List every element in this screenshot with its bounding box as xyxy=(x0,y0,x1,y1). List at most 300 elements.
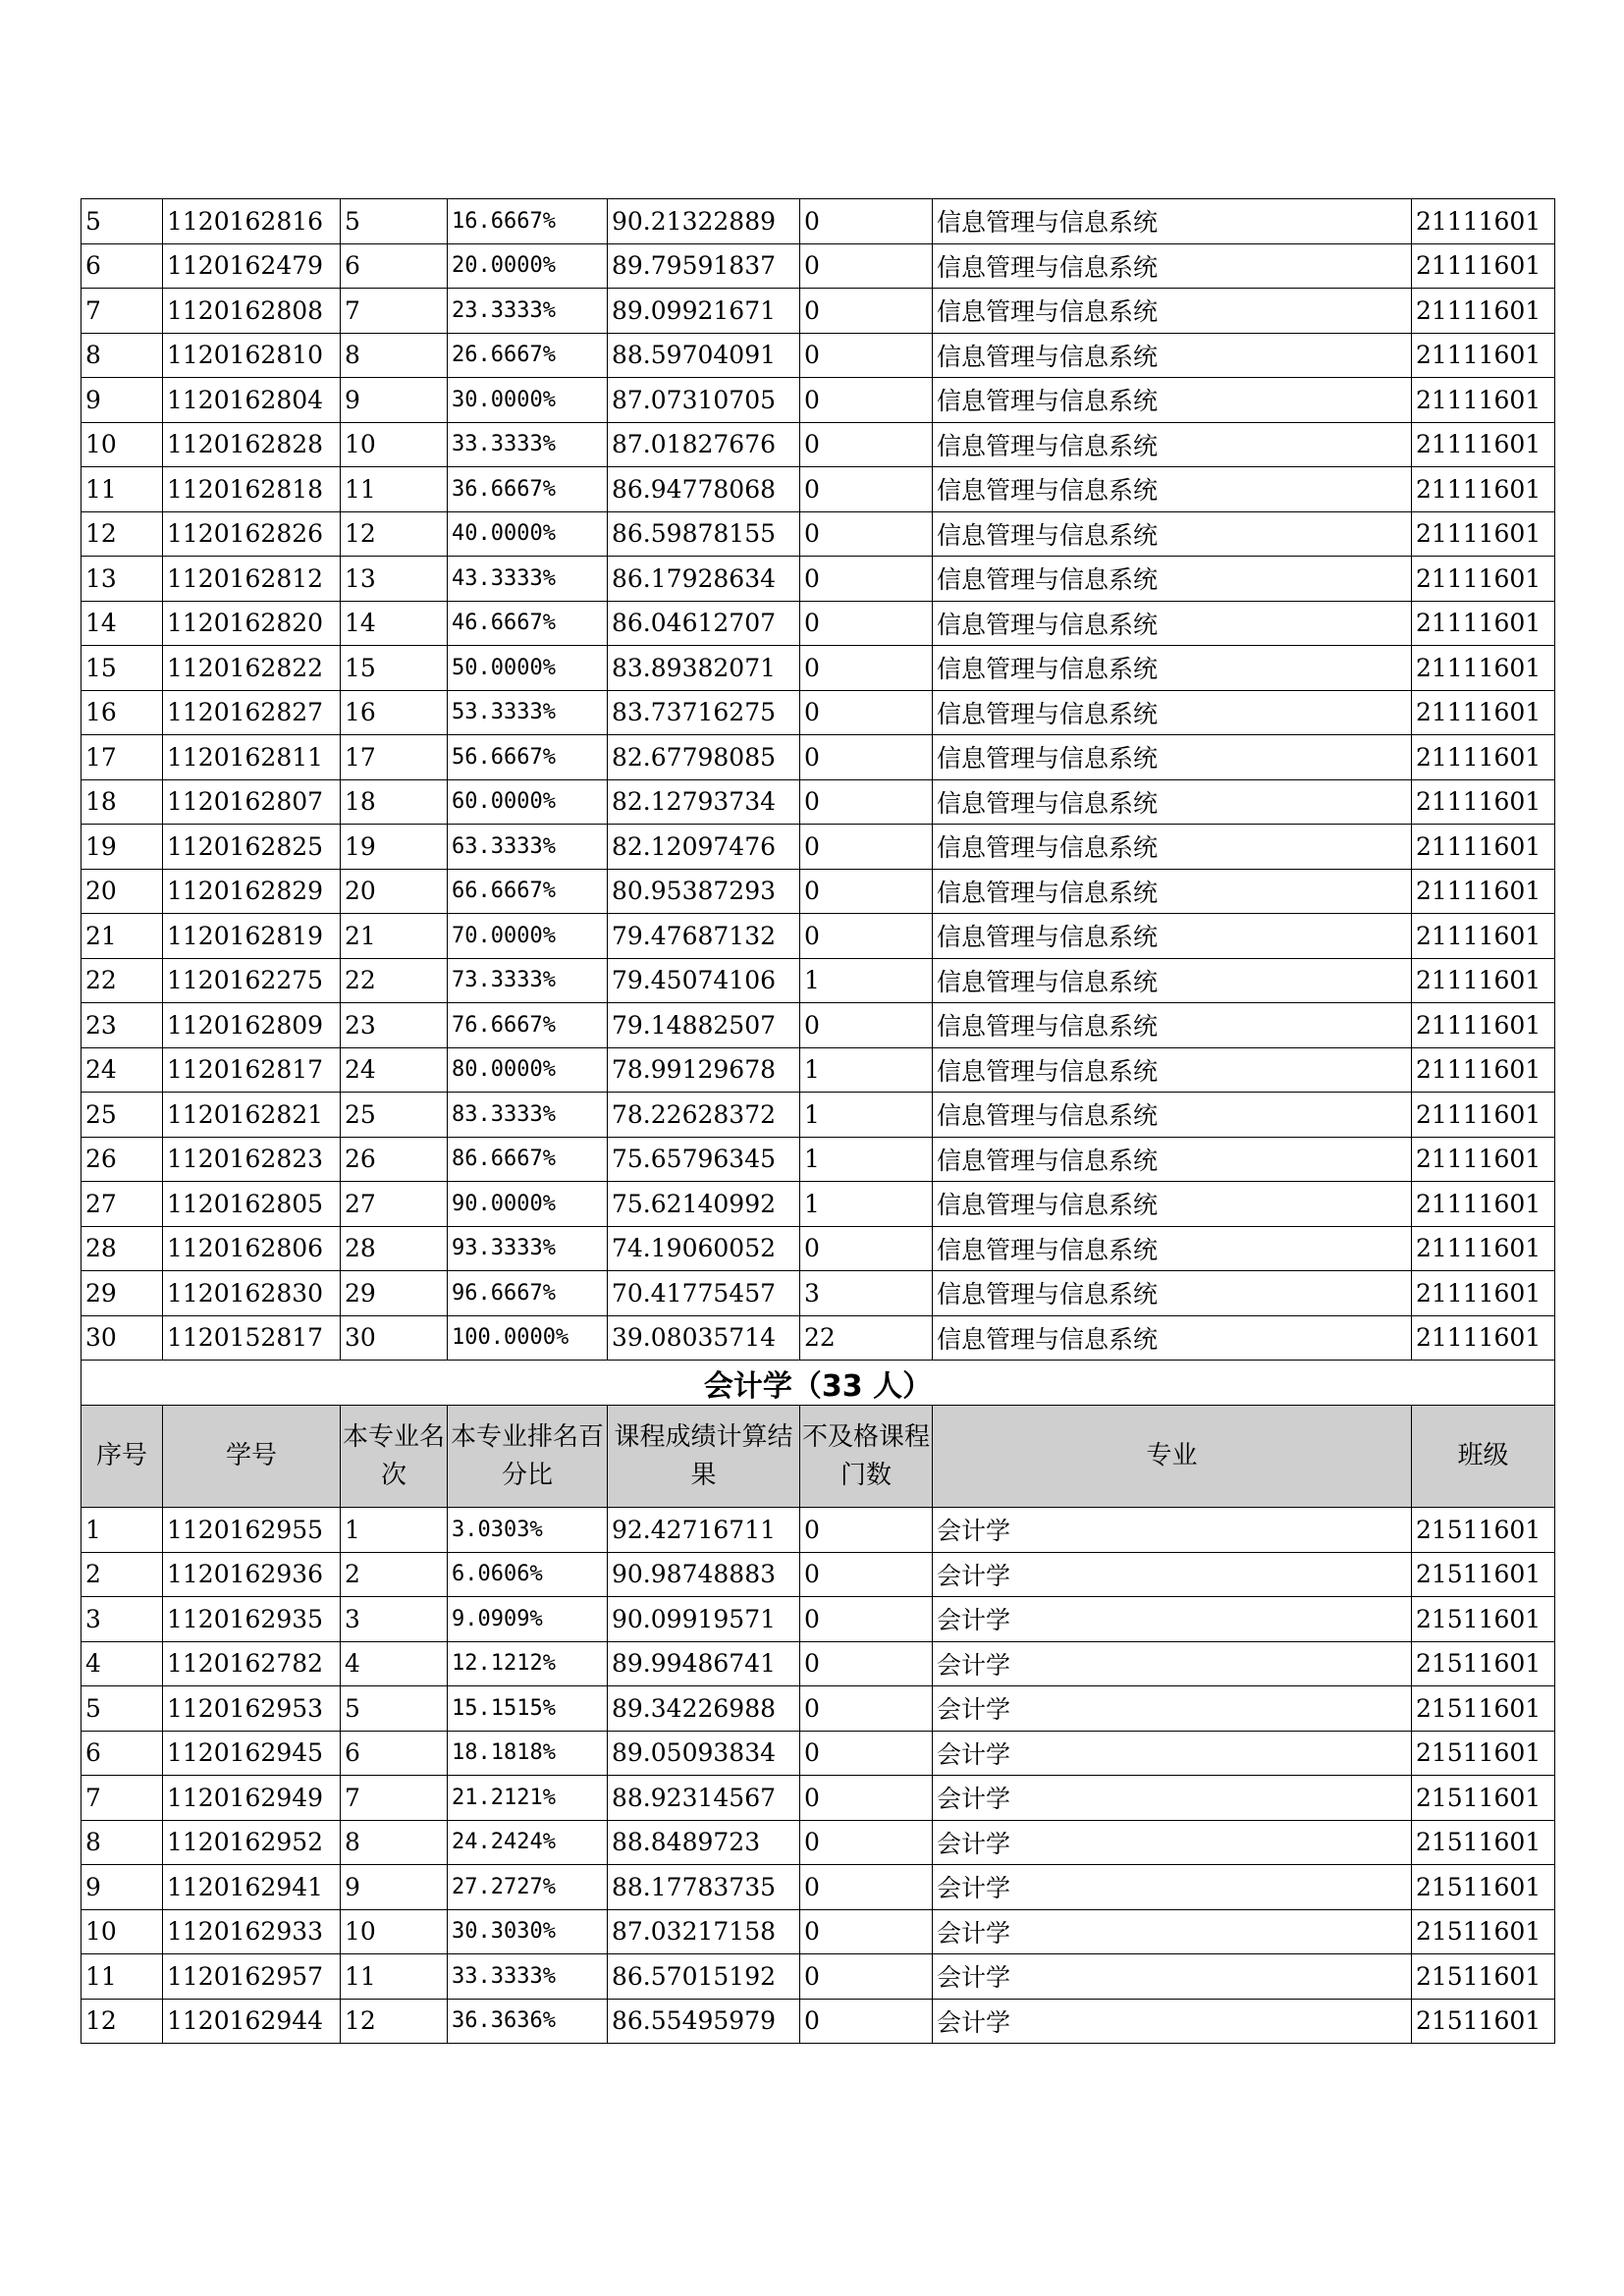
cell-major: 会计学 xyxy=(933,1909,1412,1954)
cell-student-id: 1120162953 xyxy=(163,1686,341,1732)
cell-score: 86.04612707 xyxy=(608,601,800,646)
cell-failed-count: 1 xyxy=(800,1093,933,1138)
cell-student-id: 1120162957 xyxy=(163,1954,341,2000)
cell-index: 7 xyxy=(81,1776,163,1821)
cell-class: 21111601 xyxy=(1412,1315,1555,1361)
cell-major: 会计学 xyxy=(933,1552,1412,1597)
cell-index: 2 xyxy=(81,1552,163,1597)
cell-class: 21511601 xyxy=(1412,1641,1555,1686)
cell-student-id: 1120162829 xyxy=(163,869,341,914)
cell-index: 11 xyxy=(81,1954,163,2000)
cell-student-id: 1120162820 xyxy=(163,601,341,646)
section-1-rows xyxy=(81,199,1555,1361)
cell-rank-percent: 86.6667% xyxy=(448,1137,608,1182)
cell-index: 8 xyxy=(81,1820,163,1865)
cell-rank: 10 xyxy=(341,1909,448,1954)
cell-index: 11 xyxy=(81,467,163,512)
cell-score: 83.89382071 xyxy=(608,646,800,691)
cell-failed-count: 1 xyxy=(800,1182,933,1227)
cell-class: 21511601 xyxy=(1412,1865,1555,1910)
section-2-heading xyxy=(81,1361,1555,1508)
cell-class: 21111601 xyxy=(1412,1182,1555,1227)
cell-failed-count: 0 xyxy=(800,557,933,602)
table-row xyxy=(81,735,1555,780)
cell-failed-count: 0 xyxy=(800,289,933,334)
cell-index: 12 xyxy=(81,1999,163,2044)
cell-failed-count: 1 xyxy=(800,958,933,1003)
cell-student-id: 1120162809 xyxy=(163,1003,341,1048)
cell-failed-count: 0 xyxy=(800,690,933,735)
cell-class: 21511601 xyxy=(1412,1731,1555,1776)
cell-rank: 26 xyxy=(341,1137,448,1182)
cell-index: 25 xyxy=(81,1093,163,1138)
cell-class: 21111601 xyxy=(1412,825,1555,870)
cell-score: 79.14882507 xyxy=(608,1003,800,1048)
cell-failed-count: 0 xyxy=(800,1865,933,1910)
cell-failed-count: 0 xyxy=(800,869,933,914)
cell-rank: 12 xyxy=(341,1999,448,2044)
cell-student-id: 1120162805 xyxy=(163,1182,341,1227)
cell-student-id: 1120162826 xyxy=(163,511,341,557)
cell-failed-count: 0 xyxy=(800,1641,933,1686)
cell-rank: 19 xyxy=(341,825,448,870)
cell-class: 21111601 xyxy=(1412,914,1555,959)
table-row xyxy=(81,1776,1555,1821)
cell-class: 21111601 xyxy=(1412,779,1555,825)
cell-score: 82.12793734 xyxy=(608,779,800,825)
cell-rank: 23 xyxy=(341,1003,448,1048)
cell-score: 39.08035714 xyxy=(608,1315,800,1361)
cell-rank-percent: 53.3333% xyxy=(448,690,608,735)
cell-rank: 13 xyxy=(341,557,448,602)
cell-rank-percent: 36.6667% xyxy=(448,467,608,512)
cell-rank-percent: 46.6667% xyxy=(448,601,608,646)
cell-failed-count: 0 xyxy=(800,422,933,467)
cell-rank-percent: 70.0000% xyxy=(448,914,608,959)
cell-rank: 3 xyxy=(341,1597,448,1642)
cell-rank: 7 xyxy=(341,1776,448,1821)
table-row xyxy=(81,825,1555,870)
cell-rank-percent: 50.0000% xyxy=(448,646,608,691)
header-rank: 本专业名次 xyxy=(341,1406,448,1508)
cell-major: 信息管理与信息系统 xyxy=(933,1093,1412,1138)
cell-rank-percent: 83.3333% xyxy=(448,1093,608,1138)
cell-student-id: 1120162944 xyxy=(163,1999,341,2044)
column-header-row xyxy=(81,1406,1555,1508)
cell-major: 会计学 xyxy=(933,1776,1412,1821)
cell-major: 信息管理与信息系统 xyxy=(933,914,1412,959)
cell-major: 信息管理与信息系统 xyxy=(933,1315,1412,1361)
table-row xyxy=(81,243,1555,289)
cell-failed-count: 0 xyxy=(800,511,933,557)
cell-index: 18 xyxy=(81,779,163,825)
cell-score: 90.21322889 xyxy=(608,199,800,244)
ranking-table xyxy=(81,198,1555,2044)
cell-student-id: 1120162822 xyxy=(163,646,341,691)
cell-rank-percent: 6.0606% xyxy=(448,1552,608,1597)
header-class: 班级 xyxy=(1412,1406,1555,1508)
cell-rank-percent: 60.0000% xyxy=(448,779,608,825)
cell-score: 86.55495979 xyxy=(608,1999,800,2044)
table-row xyxy=(81,869,1555,914)
cell-failed-count: 0 xyxy=(800,735,933,780)
cell-failed-count: 0 xyxy=(800,1954,933,2000)
cell-index: 17 xyxy=(81,735,163,780)
cell-class: 21111601 xyxy=(1412,467,1555,512)
cell-rank: 25 xyxy=(341,1093,448,1138)
cell-major: 会计学 xyxy=(933,1820,1412,1865)
cell-rank: 2 xyxy=(341,1552,448,1597)
cell-class: 21511601 xyxy=(1412,1552,1555,1597)
table-row xyxy=(81,333,1555,378)
cell-rank-percent: 36.3636% xyxy=(448,1999,608,2044)
cell-score: 80.95387293 xyxy=(608,869,800,914)
table-row xyxy=(81,1597,1555,1642)
section-2-rows xyxy=(81,1508,1555,2044)
cell-rank-percent: 40.0000% xyxy=(448,511,608,557)
cell-rank: 29 xyxy=(341,1271,448,1316)
section-title-row xyxy=(81,1361,1555,1406)
cell-score: 87.01827676 xyxy=(608,422,800,467)
table-row xyxy=(81,422,1555,467)
cell-major: 信息管理与信息系统 xyxy=(933,869,1412,914)
cell-failed-count: 0 xyxy=(800,779,933,825)
cell-class: 21511601 xyxy=(1412,1686,1555,1732)
cell-score: 70.41775457 xyxy=(608,1271,800,1316)
cell-class: 21111601 xyxy=(1412,646,1555,691)
cell-rank: 21 xyxy=(341,914,448,959)
cell-rank: 11 xyxy=(341,467,448,512)
cell-index: 3 xyxy=(81,1597,163,1642)
cell-student-id: 1120162804 xyxy=(163,378,341,423)
cell-class: 21511601 xyxy=(1412,1999,1555,2044)
cell-student-id: 1120162782 xyxy=(163,1641,341,1686)
cell-score: 87.03217158 xyxy=(608,1909,800,1954)
table-row xyxy=(81,1093,1555,1138)
table-row xyxy=(81,958,1555,1003)
cell-student-id: 1120162275 xyxy=(163,958,341,1003)
cell-score: 89.79591837 xyxy=(608,243,800,289)
cell-class: 21111601 xyxy=(1412,511,1555,557)
table-row xyxy=(81,1271,1555,1316)
cell-score: 88.92314567 xyxy=(608,1776,800,1821)
cell-rank-percent: 33.3333% xyxy=(448,1954,608,2000)
table-row xyxy=(81,1508,1555,1553)
cell-major: 信息管理与信息系统 xyxy=(933,378,1412,423)
cell-class: 21111601 xyxy=(1412,243,1555,289)
cell-major: 信息管理与信息系统 xyxy=(933,1226,1412,1271)
cell-rank-percent: 16.6667% xyxy=(448,199,608,244)
table-row xyxy=(81,601,1555,646)
cell-failed-count: 0 xyxy=(800,914,933,959)
cell-student-id: 1120162816 xyxy=(163,199,341,244)
cell-failed-count: 0 xyxy=(800,1552,933,1597)
cell-index: 22 xyxy=(81,958,163,1003)
cell-index: 24 xyxy=(81,1047,163,1093)
cell-index: 20 xyxy=(81,869,163,914)
cell-score: 79.47687132 xyxy=(608,914,800,959)
table-row xyxy=(81,1315,1555,1361)
cell-rank-percent: 21.2121% xyxy=(448,1776,608,1821)
cell-index: 14 xyxy=(81,601,163,646)
cell-score: 78.99129678 xyxy=(608,1047,800,1093)
cell-rank-percent: 3.0303% xyxy=(448,1508,608,1553)
cell-index: 30 xyxy=(81,1315,163,1361)
cell-major: 信息管理与信息系统 xyxy=(933,1182,1412,1227)
cell-score: 90.98748883 xyxy=(608,1552,800,1597)
cell-class: 21111601 xyxy=(1412,958,1555,1003)
cell-major: 信息管理与信息系统 xyxy=(933,199,1412,244)
table-row xyxy=(81,1954,1555,2000)
cell-index: 6 xyxy=(81,243,163,289)
cell-student-id: 1120162827 xyxy=(163,690,341,735)
header-rank-percent: 本专业排名百分比 xyxy=(448,1406,608,1508)
cell-rank: 1 xyxy=(341,1508,448,1553)
cell-failed-count: 0 xyxy=(800,243,933,289)
cell-major: 信息管理与信息系统 xyxy=(933,958,1412,1003)
cell-failed-count: 0 xyxy=(800,1508,933,1553)
cell-rank: 4 xyxy=(341,1641,448,1686)
cell-rank-percent: 56.6667% xyxy=(448,735,608,780)
cell-student-id: 1120162811 xyxy=(163,735,341,780)
cell-major: 信息管理与信息系统 xyxy=(933,735,1412,780)
cell-failed-count: 0 xyxy=(800,1999,933,2044)
cell-index: 7 xyxy=(81,289,163,334)
cell-class: 21511601 xyxy=(1412,1597,1555,1642)
cell-major: 会计学 xyxy=(933,1686,1412,1732)
table-row xyxy=(81,1003,1555,1048)
cell-rank-percent: 66.6667% xyxy=(448,869,608,914)
table-row xyxy=(81,779,1555,825)
cell-rank: 14 xyxy=(341,601,448,646)
cell-failed-count: 0 xyxy=(800,825,933,870)
cell-major: 信息管理与信息系统 xyxy=(933,1271,1412,1316)
cell-class: 21111601 xyxy=(1412,1271,1555,1316)
table-row xyxy=(81,1182,1555,1227)
cell-student-id: 1120162949 xyxy=(163,1776,341,1821)
cell-student-id: 1120162933 xyxy=(163,1909,341,1954)
cell-major: 信息管理与信息系统 xyxy=(933,467,1412,512)
cell-index: 1 xyxy=(81,1508,163,1553)
cell-failed-count: 1 xyxy=(800,1137,933,1182)
cell-class: 21111601 xyxy=(1412,289,1555,334)
cell-rank: 17 xyxy=(341,735,448,780)
cell-score: 78.22628372 xyxy=(608,1093,800,1138)
cell-major: 信息管理与信息系统 xyxy=(933,243,1412,289)
cell-index: 15 xyxy=(81,646,163,691)
header-score: 课程成绩计算结果 xyxy=(608,1406,800,1508)
ranking-sheet xyxy=(81,198,1554,2044)
cell-failed-count: 1 xyxy=(800,1047,933,1093)
cell-rank: 28 xyxy=(341,1226,448,1271)
cell-class: 21111601 xyxy=(1412,601,1555,646)
cell-rank: 9 xyxy=(341,1865,448,1910)
cell-student-id: 1120162823 xyxy=(163,1137,341,1182)
cell-class: 21511601 xyxy=(1412,1820,1555,1865)
table-row xyxy=(81,1137,1555,1182)
cell-student-id: 1120162812 xyxy=(163,557,341,602)
cell-rank-percent: 43.3333% xyxy=(448,557,608,602)
cell-failed-count: 0 xyxy=(800,1776,933,1821)
cell-student-id: 1120162941 xyxy=(163,1865,341,1910)
cell-index: 13 xyxy=(81,557,163,602)
cell-class: 21111601 xyxy=(1412,422,1555,467)
cell-index: 9 xyxy=(81,1865,163,1910)
cell-student-id: 1120162952 xyxy=(163,1820,341,1865)
cell-index: 29 xyxy=(81,1271,163,1316)
cell-student-id: 1120162810 xyxy=(163,333,341,378)
cell-index: 27 xyxy=(81,1182,163,1227)
cell-rank: 24 xyxy=(341,1047,448,1093)
cell-rank: 8 xyxy=(341,1820,448,1865)
section-title: 会计学（33 人） xyxy=(81,1361,1555,1406)
cell-class: 21511601 xyxy=(1412,1776,1555,1821)
cell-failed-count: 22 xyxy=(800,1315,933,1361)
cell-student-id: 1120162818 xyxy=(163,467,341,512)
cell-rank-percent: 20.0000% xyxy=(448,243,608,289)
cell-class: 21111601 xyxy=(1412,1093,1555,1138)
table-row xyxy=(81,1641,1555,1686)
cell-rank-percent: 26.6667% xyxy=(448,333,608,378)
cell-index: 6 xyxy=(81,1731,163,1776)
table-row xyxy=(81,1731,1555,1776)
cell-major: 信息管理与信息系统 xyxy=(933,690,1412,735)
cell-student-id: 1120162945 xyxy=(163,1731,341,1776)
cell-major: 信息管理与信息系统 xyxy=(933,1047,1412,1093)
table-row xyxy=(81,1047,1555,1093)
cell-failed-count: 0 xyxy=(800,1909,933,1954)
cell-class: 21511601 xyxy=(1412,1508,1555,1553)
cell-score: 79.45074106 xyxy=(608,958,800,1003)
table-row xyxy=(81,1820,1555,1865)
cell-failed-count: 0 xyxy=(800,378,933,423)
cell-score: 86.17928634 xyxy=(608,557,800,602)
cell-rank-percent: 30.3030% xyxy=(448,1909,608,1954)
cell-student-id: 1120162817 xyxy=(163,1047,341,1093)
cell-major: 信息管理与信息系统 xyxy=(933,333,1412,378)
cell-student-id: 1120162828 xyxy=(163,422,341,467)
cell-student-id: 1120152817 xyxy=(163,1315,341,1361)
cell-class: 21511601 xyxy=(1412,1909,1555,1954)
table-row xyxy=(81,690,1555,735)
cell-class: 21111601 xyxy=(1412,690,1555,735)
cell-score: 90.09919571 xyxy=(608,1597,800,1642)
cell-student-id: 1120162807 xyxy=(163,779,341,825)
cell-rank-percent: 15.1515% xyxy=(448,1686,608,1732)
header-index: 序号 xyxy=(81,1406,163,1508)
table-row xyxy=(81,646,1555,691)
cell-major: 信息管理与信息系统 xyxy=(933,646,1412,691)
cell-student-id: 1120162936 xyxy=(163,1552,341,1597)
cell-index: 10 xyxy=(81,1909,163,1954)
cell-class: 21511601 xyxy=(1412,1954,1555,2000)
cell-failed-count: 0 xyxy=(800,1226,933,1271)
cell-rank: 27 xyxy=(341,1182,448,1227)
cell-rank-percent: 24.2424% xyxy=(448,1820,608,1865)
cell-rank-percent: 93.3333% xyxy=(448,1226,608,1271)
cell-student-id: 1120162935 xyxy=(163,1597,341,1642)
cell-rank: 5 xyxy=(341,199,448,244)
cell-class: 21111601 xyxy=(1412,1226,1555,1271)
cell-index: 16 xyxy=(81,690,163,735)
table-row xyxy=(81,467,1555,512)
cell-rank: 5 xyxy=(341,1686,448,1732)
cell-failed-count: 0 xyxy=(800,333,933,378)
cell-rank: 7 xyxy=(341,289,448,334)
cell-index: 26 xyxy=(81,1137,163,1182)
cell-score: 92.42716711 xyxy=(608,1508,800,1553)
cell-score: 75.62140992 xyxy=(608,1182,800,1227)
cell-score: 88.8489723 xyxy=(608,1820,800,1865)
cell-major: 信息管理与信息系统 xyxy=(933,1137,1412,1182)
cell-index: 28 xyxy=(81,1226,163,1271)
table-row xyxy=(81,511,1555,557)
cell-failed-count: 0 xyxy=(800,601,933,646)
cell-failed-count: 0 xyxy=(800,1686,933,1732)
cell-index: 5 xyxy=(81,199,163,244)
cell-rank-percent: 73.3333% xyxy=(448,958,608,1003)
cell-score: 86.57015192 xyxy=(608,1954,800,2000)
cell-failed-count: 0 xyxy=(800,467,933,512)
cell-student-id: 1120162479 xyxy=(163,243,341,289)
cell-score: 83.73716275 xyxy=(608,690,800,735)
cell-score: 89.99486741 xyxy=(608,1641,800,1686)
cell-rank-percent: 23.3333% xyxy=(448,289,608,334)
cell-failed-count: 0 xyxy=(800,646,933,691)
cell-index: 23 xyxy=(81,1003,163,1048)
cell-major: 会计学 xyxy=(933,1954,1412,2000)
cell-index: 8 xyxy=(81,333,163,378)
cell-student-id: 1120162825 xyxy=(163,825,341,870)
cell-rank: 30 xyxy=(341,1315,448,1361)
cell-index: 12 xyxy=(81,511,163,557)
cell-major: 会计学 xyxy=(933,1999,1412,2044)
cell-failed-count: 3 xyxy=(800,1271,933,1316)
cell-rank-percent: 12.1212% xyxy=(448,1641,608,1686)
cell-rank: 10 xyxy=(341,422,448,467)
cell-index: 5 xyxy=(81,1686,163,1732)
cell-score: 89.34226988 xyxy=(608,1686,800,1732)
cell-rank-percent: 33.3333% xyxy=(448,422,608,467)
cell-score: 86.59878155 xyxy=(608,511,800,557)
header-failed-count: 不及格课程门数 xyxy=(800,1406,933,1508)
cell-score: 88.17783735 xyxy=(608,1865,800,1910)
cell-failed-count: 0 xyxy=(800,199,933,244)
cell-score: 74.19060052 xyxy=(608,1226,800,1271)
cell-major: 会计学 xyxy=(933,1865,1412,1910)
cell-rank: 6 xyxy=(341,1731,448,1776)
cell-index: 21 xyxy=(81,914,163,959)
table-row xyxy=(81,289,1555,334)
cell-class: 21111601 xyxy=(1412,869,1555,914)
cell-score: 82.12097476 xyxy=(608,825,800,870)
cell-rank-percent: 30.0000% xyxy=(448,378,608,423)
table-row xyxy=(81,378,1555,423)
cell-rank: 12 xyxy=(341,511,448,557)
cell-rank: 18 xyxy=(341,779,448,825)
cell-major: 会计学 xyxy=(933,1731,1412,1776)
cell-rank: 16 xyxy=(341,690,448,735)
cell-rank: 8 xyxy=(341,333,448,378)
cell-major: 信息管理与信息系统 xyxy=(933,825,1412,870)
cell-major: 会计学 xyxy=(933,1508,1412,1553)
cell-score: 75.65796345 xyxy=(608,1137,800,1182)
table-row xyxy=(81,1552,1555,1597)
cell-major: 信息管理与信息系统 xyxy=(933,601,1412,646)
cell-rank: 22 xyxy=(341,958,448,1003)
cell-student-id: 1120162955 xyxy=(163,1508,341,1553)
cell-score: 87.07310705 xyxy=(608,378,800,423)
